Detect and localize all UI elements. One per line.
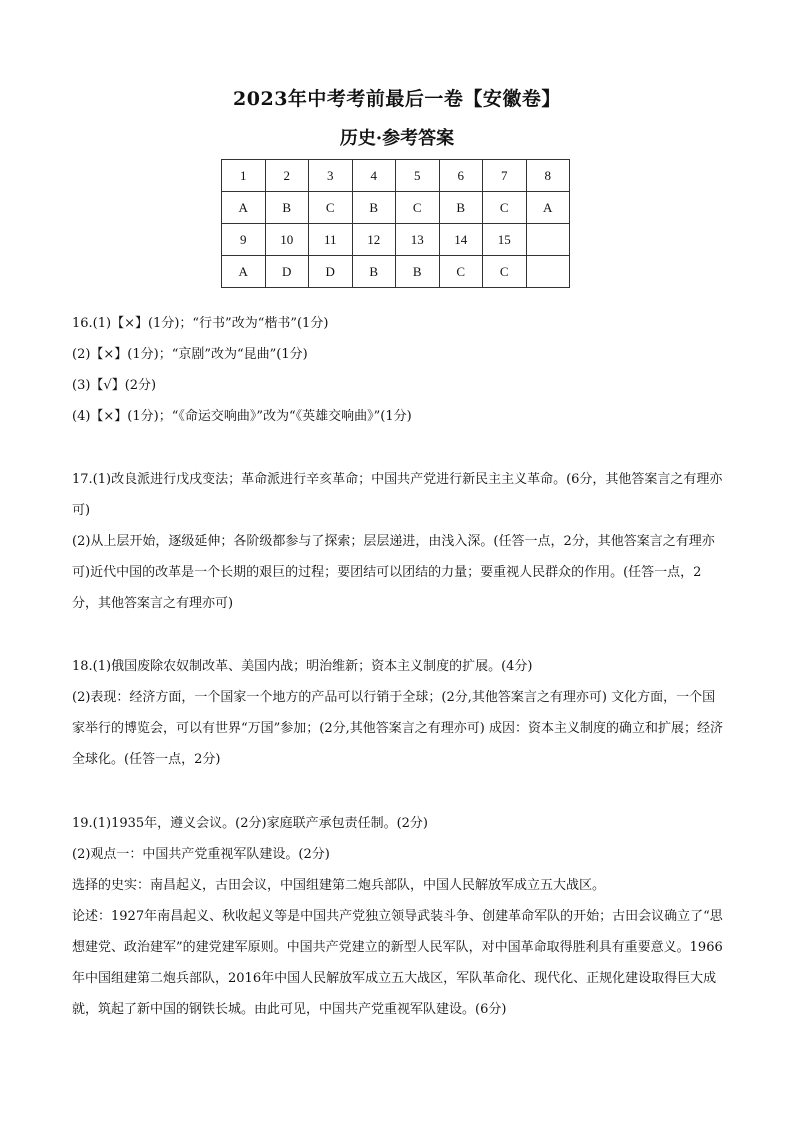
table-row bbox=[222, 256, 570, 288]
table-cell: 13 bbox=[396, 224, 440, 256]
table-cell: A bbox=[222, 192, 266, 224]
table-cell: 9 bbox=[222, 224, 266, 256]
table-cell: 5 bbox=[396, 160, 440, 192]
table-cell: 15 bbox=[483, 224, 527, 256]
answer-line: (3)【√】(2分) bbox=[72, 378, 157, 393]
table-row bbox=[222, 160, 570, 192]
table-cell: C bbox=[396, 192, 440, 224]
table-cell: C bbox=[309, 192, 353, 224]
table-cell: D bbox=[265, 256, 309, 288]
table-cell: B bbox=[265, 192, 309, 224]
answer-paragraph: 选择的史实：南昌起义，古田会议，中国组建第二炮兵部队，中国人民解放军成立五大战区。 bbox=[72, 878, 606, 893]
answer-line: (2)【×】(1分)；“京剧”改为“昆曲”(1分) bbox=[72, 347, 308, 362]
table-cell: C bbox=[483, 192, 527, 224]
answer-paragraph: 19.(1)1935年，遵义会议。(2分)家庭联产承包责任制。(2分) bbox=[72, 816, 429, 831]
table-cell: B bbox=[352, 256, 396, 288]
table-cell: 14 bbox=[439, 224, 483, 256]
answer-line: 16.(1)【×】(1分)；“行书”改为“楷书”(1分) bbox=[72, 316, 329, 331]
table-cell: B bbox=[396, 256, 440, 288]
table-cell: D bbox=[309, 256, 353, 288]
answer-paragraph: 17.(1)改良派进行戊戌变法；革命派进行辛亥革命；中国共产党进行新民主主义革命。(6分，其他答案言之有理亦可) bbox=[72, 472, 723, 518]
table-cell: 8 bbox=[526, 160, 570, 192]
table-cell: 12 bbox=[352, 224, 396, 256]
table-cell: C bbox=[483, 256, 527, 288]
question-17 bbox=[72, 464, 724, 619]
table-cell: 6 bbox=[439, 160, 483, 192]
table-cell: 1 bbox=[222, 160, 266, 192]
table-cell: A bbox=[222, 256, 266, 288]
table-cell: C bbox=[439, 256, 483, 288]
table-cell: B bbox=[352, 192, 396, 224]
question-19 bbox=[72, 808, 724, 1025]
page-subtitle: 历史·参考答案 bbox=[339, 128, 455, 149]
table-cell: A bbox=[526, 192, 570, 224]
answer-paragraph: 18.(1)俄国废除农奴制改革、美国内战；明治维新；资本主义制度的扩展。(4分) bbox=[72, 659, 533, 674]
answer-table bbox=[221, 159, 570, 288]
question-18 bbox=[72, 651, 724, 775]
answer-paragraph: (2)从上层开始，逐级延伸；各阶级都参与了探索；层层递进，由浅入深。(任答一点，2分，其他答案言之有理亦可)近代中国的改革是一个长期的艰巨的过程；要团结可以团结的力量；要重视人民群众的作用。(任答一点，2分，其他答案言之有理亦可) bbox=[72, 534, 715, 611]
answer-paragraph: 论述：1927年南昌起义、秋收起义等是中国共产党独立领导武装斗争、创建革命军队的开始；古田会议确立了“思想建党、政治建军”的建党建军原则。中国共产党建立的新型人民军队，对中国革命取得胜利具有重要意义。1966年中国组建第二炮兵部队，2016年中国人民解放军成立五大战区，军队革命化、现代化、正规化建设取得巨大成就，筑起了新中国的钢铁长城。由此可见，中国共产党重视军队建设。(6分) bbox=[72, 909, 723, 1017]
table-cell: 11 bbox=[309, 224, 353, 256]
table-cell: 2 bbox=[265, 160, 309, 192]
table-cell: 7 bbox=[483, 160, 527, 192]
question-16 bbox=[72, 308, 724, 432]
table-cell: 3 bbox=[309, 160, 353, 192]
table-cell: 4 bbox=[352, 160, 396, 192]
answer-paragraph: (2)表现：经济方面，一个国家一个地方的产品可以行销于全球；(2分,其他答案言之有理亦可) 文化方面，一个国家举行的博览会，可以有世界“万国”参加；(2分,其他答案言之有理亦可) 成因：资本主义制度的确立和扩展；经济全球化。(任答一点，2分) bbox=[72, 690, 723, 767]
table-row bbox=[222, 192, 570, 224]
table-cell: B bbox=[439, 192, 483, 224]
table-cell bbox=[526, 256, 570, 288]
answer-paragraph: (2)观点一：中国共产党重视军队建设。(2分) bbox=[72, 847, 330, 862]
table-row bbox=[222, 224, 570, 256]
table-cell: 10 bbox=[265, 224, 309, 256]
answer-line: (4)【×】(1分)；“《命运交响曲》”改为“《英雄交响曲》”(1分) bbox=[72, 409, 412, 424]
page-title: 2023年中考考前最后一卷【安徽卷】 bbox=[233, 88, 561, 110]
table-cell bbox=[526, 224, 570, 256]
